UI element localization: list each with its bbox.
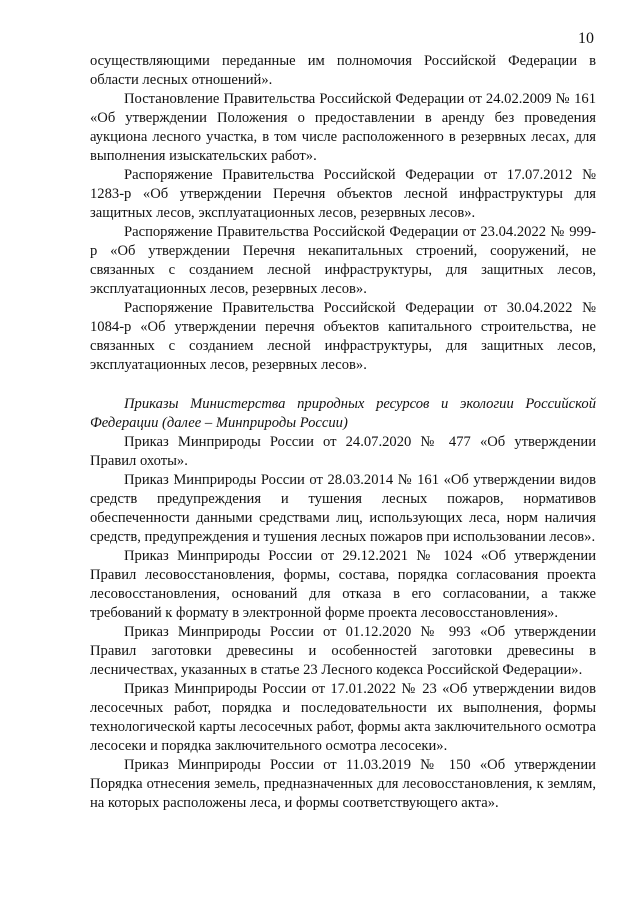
paragraph-decree-161: Постановление Правительства Российской Федерации от 24.02.2009 № 161 «Об утверждении Положения о предоставлении в аренду без проведения аукциона лесного участка, в том числе расположенного в резервных лесах, для выполнения изыскательских работ».: [90, 91, 596, 164]
paragraph-order-23: Приказ Минприроды России от 17.01.2022 № 23 «Об утверждении видов лесосечных работ, порядка и последовательности их выполнения, формы технологической карты лесосечных работ, формы акта заключительного осмотра лесосеки и порядка заключительного осмотра лесосеки».: [90, 681, 596, 754]
paragraph-continuation: осуществляющими переданные им полномочия Российской Федерации в области лесных отношений».: [90, 53, 596, 88]
paragraph-order-477: Приказ Минприроды России от 24.07.2020 № 477 «Об утверждении Правил охоты».: [90, 434, 596, 469]
paragraph-order-993: Приказ Минприроды России от 01.12.2020 № 993 «Об утверждении Правил заготовки древесины и особенностей заготовки древесины в лесничествах, указанных в статье 23 Лесного кодекса Российской Федерации».: [90, 624, 596, 678]
paragraph-order-1283: Распоряжение Правительства Российской Федерации от 17.07.2012 № 1283-р «Об утверждении Перечня объектов лесной инфраструктуры для защитных лесов, эксплуатационных лесов, резервных лесов».: [90, 167, 596, 221]
paragraph-order-1024: Приказ Минприроды России от 29.12.2021 № 1024 «Об утверждении Правил лесовосстановления, формы, состава, порядка согласования проекта лесовосстановления, оснований для отказа в его согласовании, а также требований к формату в электронной форме проекта лесовосстановления».: [90, 548, 596, 621]
paragraph-order-999: Распоряжение Правительства Российской Федерации от 23.04.2022 № 999-р «Об утверждении Перечня некапитальных строений, сооружений, не связанных с созданием лесной инфраструктуры, для защитных лесов, эксплуатационных лесов, резервных лесов».: [90, 224, 596, 297]
page-number: 10: [578, 30, 594, 47]
paragraph-order-161: Приказ Минприроды России от 28.03.2014 № 161 «Об утверждении видов средств предупреждения и тушения лесных пожаров, нормативов обеспеченности данными средствами лиц, использующих леса, норм наличия средств, предупреждения и тушения лесных пожаров при использовании лесов».: [90, 472, 596, 545]
paragraph-order-1084: Распоряжение Правительства Российской Федерации от 30.04.2022 № 1084-р «Об утверждении перечня объектов капитального строительства, не связанных с созданием лесной инфраструктуры, для защитных лесов, эксплуатационных лесов, резервных лесов».: [90, 300, 596, 373]
paragraph-order-150: Приказ Минприроды России от 11.03.2019 № 150 «Об утверждении Порядка отнесения земель, предназначенных для лесовосстановления, к землям, на которых расположены леса, и формы соответствующего акта».: [90, 757, 596, 811]
document-body: [90, 52, 596, 813]
section-heading: Приказы Министерства природных ресурсов и экологии Российской Федерации (далее – Минприроды России): [90, 396, 596, 431]
